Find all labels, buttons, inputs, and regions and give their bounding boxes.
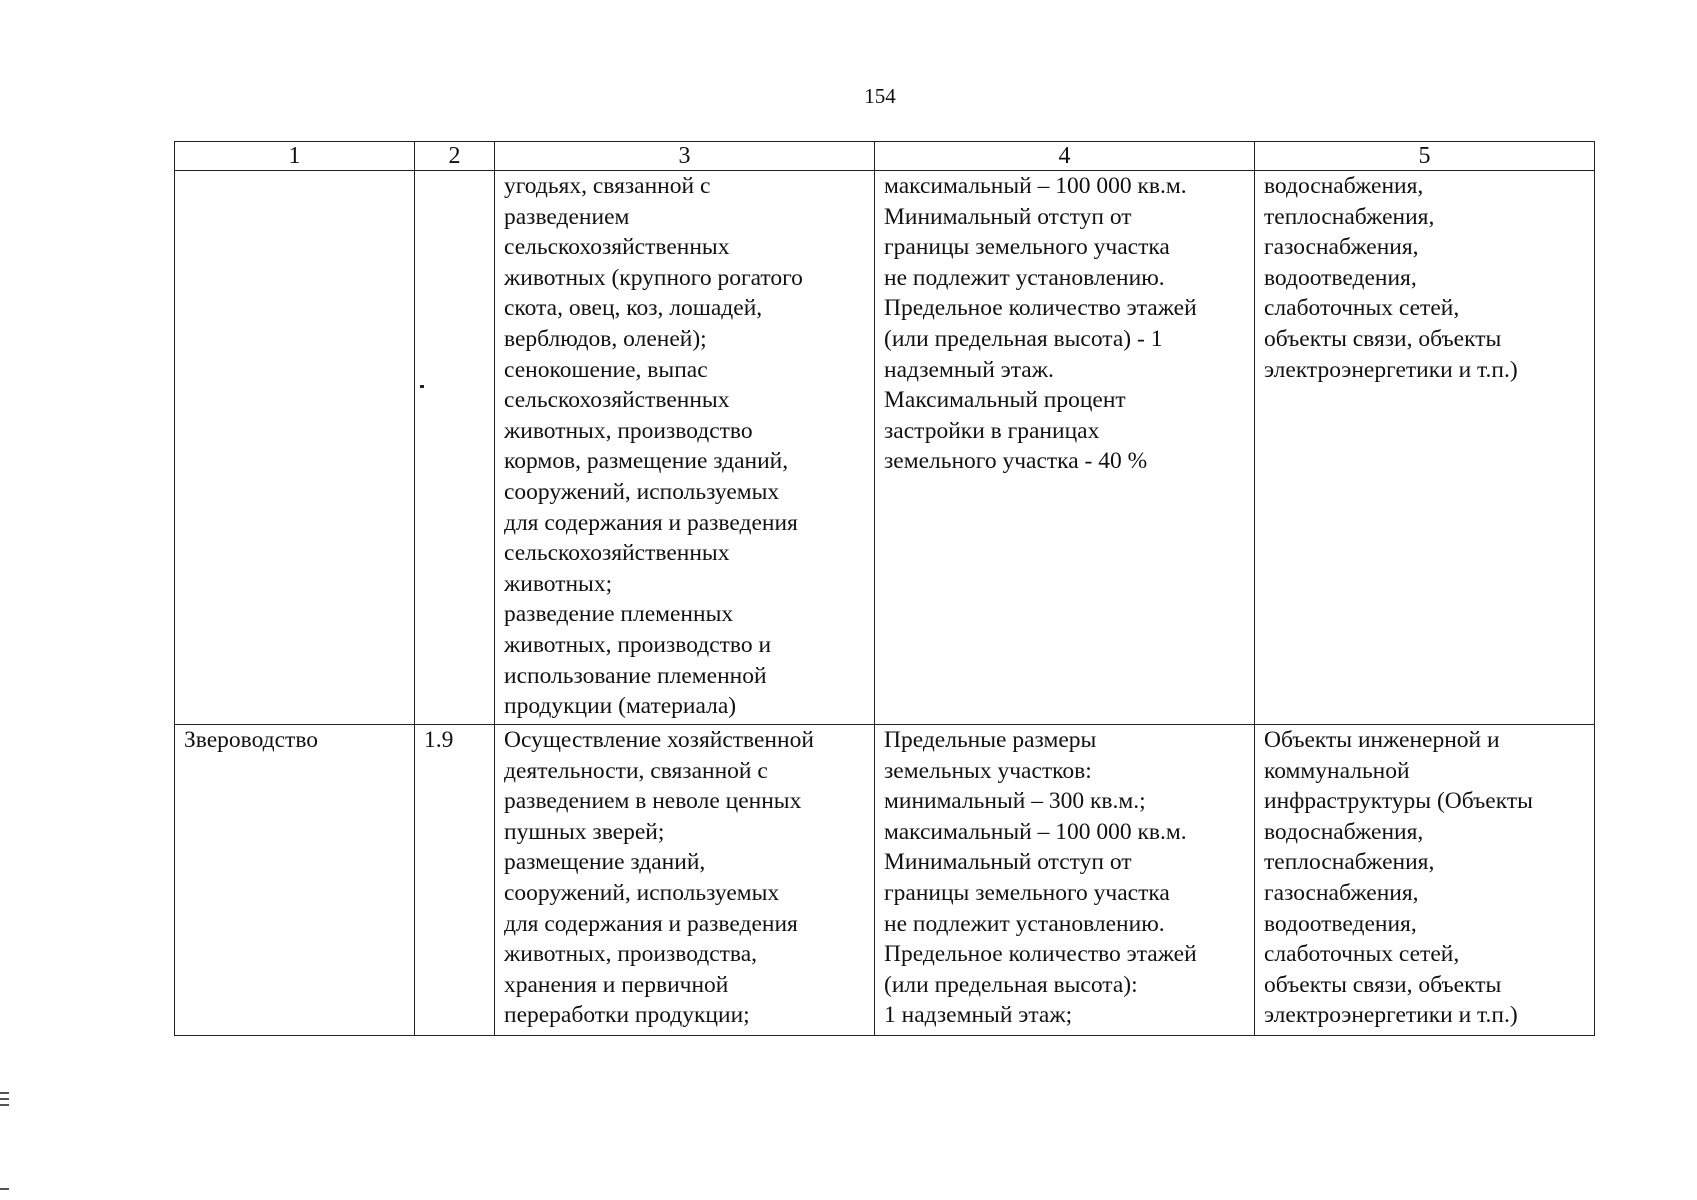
parameters-cell — [875, 725, 1255, 1036]
description-cell — [495, 171, 875, 725]
parameters-text: Предельные размеры земельных участков: минимальный – 300 кв.м.; максимальный – 100 000 кв.м. Минимальный отступ от границы земельного участка не подлежит установлению. Предельное количество этажей (или предельная высота): 1 надземный этаж; — [884, 727, 1197, 1029]
column-header-3: 3 — [495, 142, 875, 171]
margin-mark — [0, 1104, 9, 1106]
use-code-text: 1.9 — [424, 727, 454, 753]
use-code-cell — [415, 171, 495, 725]
parameters-text: максимальный – 100 000 кв.м. Минимальный отступ от границы земельного участка не подлежит установлению. Предельное количество этажей (или предельная высота) - 1 надземный этаж. Максимальный процент застройки в границах земельного участка - 40 % — [884, 173, 1197, 475]
land-use-table — [174, 141, 1595, 1036]
parameters-cell — [875, 171, 1255, 725]
column-header-2: 2 — [415, 142, 495, 171]
page-number: 154 — [864, 84, 896, 108]
description-text: Осуществление хозяйственной деятельности, связанной с разведением в неволе ценных пушных зверей; размещение зданий, сооружений, используемых для содержания и разведения животных, производства, хранения и первичной переработки продукции; — [504, 727, 814, 1029]
column-header-5: 5 — [1255, 142, 1595, 171]
objects-text: водоснабжения, теплоснабжения, газоснабжения, водоотведения, слаботочных сетей, объекты связи, объекты электроэнергетики и т.п.) — [1264, 173, 1518, 383]
description-text: угодьях, связанной с разведением сельскохозяйственных животных (крупного рогатого скота, овец, коз, лошадей, верблюдов, оленей); сенокошение, выпас сельскохозяйственных животных, производство кормов, размещение зданий, сооружений, используемых для содержания и разведения сельскохозяйственных животных; разведение племенных животных, производство и использование племенной продукции (материала) — [504, 173, 803, 720]
description-cell — [495, 725, 875, 1036]
column-header-4: 4 — [875, 142, 1255, 171]
table-row — [175, 171, 1595, 725]
table-header-row — [175, 142, 1595, 171]
objects-cell — [1255, 171, 1595, 725]
column-header-1: 1 — [175, 142, 415, 171]
use-name-cell — [175, 171, 415, 725]
margin-mark — [0, 1098, 9, 1100]
use-code-cell — [415, 725, 495, 1036]
objects-text: Объекты инженерной и коммунальной инфраструктуры (Объекты водоснабжения, теплоснабжения, газоснабжения, водоотведения, слаботочных сетей, объекты связи, объекты электроэнергетики и т.п.) — [1264, 727, 1533, 1029]
scan-speck — [420, 385, 424, 388]
margin-mark — [0, 1092, 9, 1094]
table-row — [175, 725, 1595, 1036]
margin-mark — [0, 1188, 9, 1190]
objects-cell — [1255, 725, 1595, 1036]
use-name-cell — [175, 725, 415, 1036]
use-name-text: Звероводство — [184, 727, 319, 753]
